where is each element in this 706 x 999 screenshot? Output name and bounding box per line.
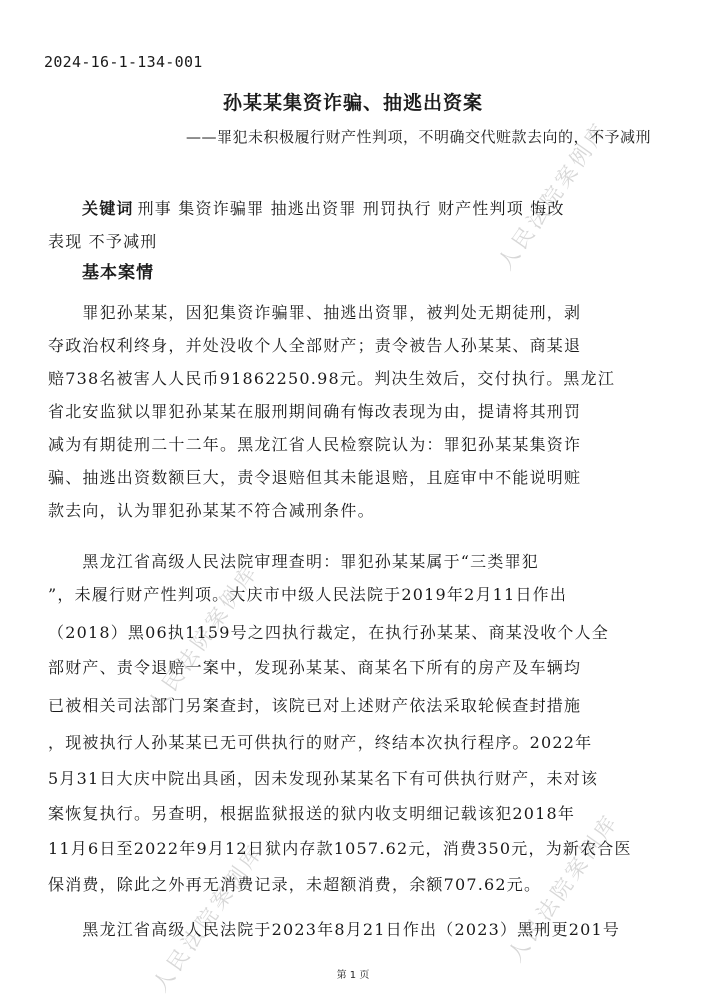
body-line: 省北安监狱以罪犯孙某某在服刑期间确有悔改表现为由，提请将其刑罚 xyxy=(48,402,582,421)
watermark: 人民法院案例库 xyxy=(503,808,624,967)
body-line: 减为有期徒刑二十二年。黑龙江省人民检察院认为：罪犯孙某某集资诈 xyxy=(48,435,582,454)
keywords-line xyxy=(82,192,648,225)
body-line: 骗、抽逃出资数额巨大，责令退赔但其未能退赔，且庭审中不能说明赃 xyxy=(48,468,582,487)
watermark: 人民法院案例库 xyxy=(143,558,264,717)
body-line: 案恢复执行。另查明，根据监狱报送的狱内收支明细记载该犯2018年 xyxy=(48,804,576,823)
body-line: 保消费，除此之外再无消费记录，未超额消费，余额707.62元。 xyxy=(48,875,542,894)
body-line: 部财产、责令退赔一案中，发现孙某某、商某名下所有的房产及车辆均 xyxy=(48,658,582,677)
keywords-label: 关键词 xyxy=(82,199,134,218)
body-line: 11月6日至2022年9月12日狱内存款1057.62元，消费350元，为新农合医 xyxy=(48,839,632,858)
case-number: 2024-16-1-134-001 xyxy=(44,53,203,71)
body-line: 赔738名被害人人民币91862250.98元。判决生效后，交付执行。黑龙江 xyxy=(48,369,616,388)
keywords-line-continued: 表现 不予减刑 xyxy=(48,232,158,251)
body-line: （2018）黑06执1159号之四执行裁定，在执行孙某某、商某没收个人全 xyxy=(48,623,609,642)
body-line: 款去向，认为罪犯孙某某不符合减刑条件。 xyxy=(48,501,375,520)
body-line: ，现被执行人孙某某已无可供执行的财产，终结本次执行程序。2022年 xyxy=(48,733,593,752)
keywords-text: 刑事 集资诈骗罪 抽逃出资罪 刑罚执行 财产性判项 悔改 xyxy=(137,199,565,218)
body-line: ”，未履行财产性判项。大庆市中级人民法院于2019年2月11日作出 xyxy=(48,585,568,604)
body-line: 罪犯孙某某，因犯集资诈骗罪、抽逃出资罪，被判处无期徒刑，剥 xyxy=(48,303,582,322)
body-line: 黑龙江省高级人民法院于2023年8月21日作出（2023）黑刑更201号 xyxy=(48,920,621,939)
document-subtitle: ——罪犯未积极履行财产性判项，不明确交代赃款去向的，不予减刑 xyxy=(185,128,651,146)
watermark: 人民法院案例库 xyxy=(493,116,614,275)
document-title: 孙某某集资诈骗、抽逃出资案 xyxy=(222,92,483,114)
section-heading: 基本案情 xyxy=(82,263,154,283)
body-line: 5月31日大庆中院出具函，因未发现孙某某名下有可供执行财产，未对该 xyxy=(48,769,599,788)
page-footer: 第 1 页 xyxy=(336,970,370,981)
watermark: 人民法院案例库 xyxy=(148,838,269,997)
body-line: 夺政治权利终身，并处没收个人全部财产；责令被告人孙某某、商某退 xyxy=(48,336,582,355)
body-line: 黑龙江省高级人民法院审理查明：罪犯孙某某属于“三类罪犯 xyxy=(48,552,539,571)
body-line: 已被相关司法部门另案查封，该院已对上述财产依法采取轮候查封措施 xyxy=(48,696,582,715)
